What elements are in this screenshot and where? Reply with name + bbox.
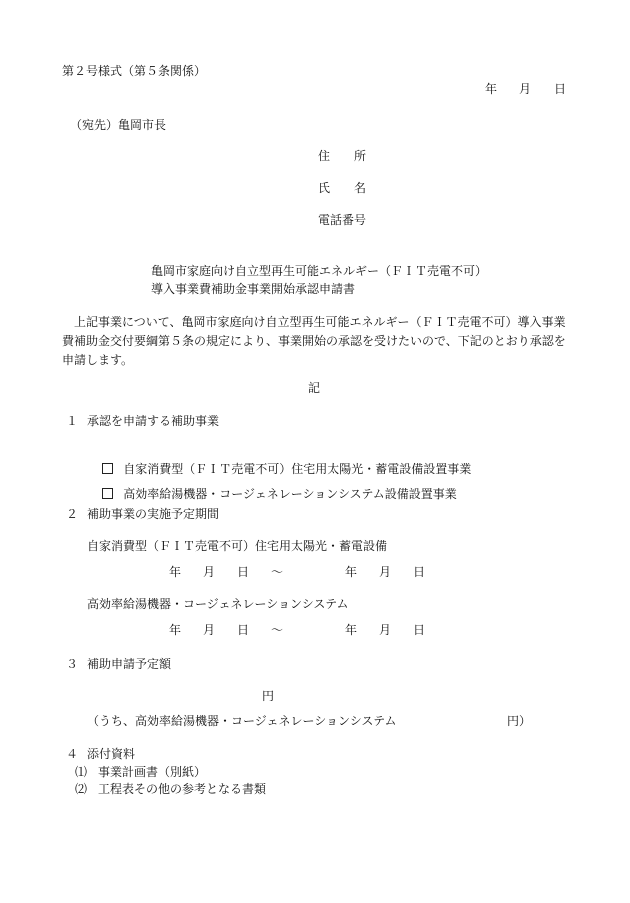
- end-month-label: 月: [379, 565, 392, 579]
- end-month-label: 月: [379, 623, 392, 637]
- addressee: （宛先）亀岡市長: [70, 118, 167, 132]
- range-tilde: ～: [271, 565, 284, 579]
- phone-label: 電話番号: [318, 213, 367, 227]
- checkbox-icon[interactable]: [102, 488, 113, 499]
- name-label: 氏 名: [318, 181, 367, 195]
- start-year-label: 年: [169, 565, 182, 579]
- section-2-number: ２: [66, 507, 79, 521]
- end-year-label: 年: [345, 623, 358, 637]
- date-month-label: 月: [519, 82, 532, 96]
- period-solar-label: 自家消費型（ＦＩＴ売電不可）住宅用太陽光・蓄電設備: [87, 539, 388, 553]
- breakdown-yen: 円）: [507, 714, 532, 728]
- body-paragraph: 上記事業について、亀岡市家庭向け自立型再生可能エネルギー（ＦＩＴ売電不可）導入事業費補助金交付要綱第５条の規定により、事業開始の承認を受けたいので、下記のとおり承認を申請します。: [62, 315, 566, 367]
- address-label: 住 所: [318, 149, 367, 163]
- attachment-2-label: 工程表その他の参考となる書類: [98, 782, 267, 796]
- option-water-heater-cogeneration-label: 高効率給湯機器・コージェネレーションシステム設備設置事業: [123, 487, 457, 501]
- date-day-label: 日: [554, 82, 567, 96]
- form-number: 第２号様式（第５条関係）: [62, 64, 207, 78]
- date-year-label: 年: [485, 82, 498, 96]
- start-day-label: 日: [237, 623, 250, 637]
- ki-marker: 記: [308, 381, 321, 395]
- section-3-number: ３: [66, 657, 79, 671]
- end-day-label: 日: [413, 623, 426, 637]
- requested-amount-yen: 円: [262, 689, 275, 703]
- start-month-label: 月: [203, 623, 216, 637]
- end-day-label: 日: [413, 565, 426, 579]
- attachment-1-label: 事業計画書（別紙）: [98, 765, 207, 779]
- section-2-heading: 補助事業の実施予定期間: [87, 507, 220, 521]
- start-day-label: 日: [237, 565, 250, 579]
- document-title-line2: 導入事業費補助金事業開始承認申請書: [151, 282, 356, 296]
- attachment-2-number: ⑵: [75, 782, 88, 796]
- section-3-heading: 補助申請予定額: [87, 657, 172, 671]
- start-month-label: 月: [203, 565, 216, 579]
- section-4-number: ４: [66, 747, 79, 761]
- document-title-line1: 亀岡市家庭向け自立型再生可能エネルギー（ＦＩＴ売電不可）: [151, 264, 488, 278]
- start-year-label: 年: [169, 623, 182, 637]
- option-solar-storage-label: 自家消費型（ＦＩＴ売電不可）住宅用太陽光・蓄電設備設置事業: [123, 462, 472, 476]
- attachment-1-number: ⑴: [75, 765, 88, 779]
- end-year-label: 年: [345, 565, 358, 579]
- range-tilde: ～: [271, 623, 284, 637]
- breakdown-label: （うち、高効率給湯機器・コージェネレーションシステム: [87, 714, 397, 728]
- section-4-heading: 添付資料: [87, 747, 136, 761]
- section-1-heading: 承認を申請する補助事業: [87, 414, 220, 428]
- section-1-number: １: [66, 414, 79, 428]
- period-water-heater-label: 高効率給湯機器・コージェネレーションシステム: [87, 597, 349, 611]
